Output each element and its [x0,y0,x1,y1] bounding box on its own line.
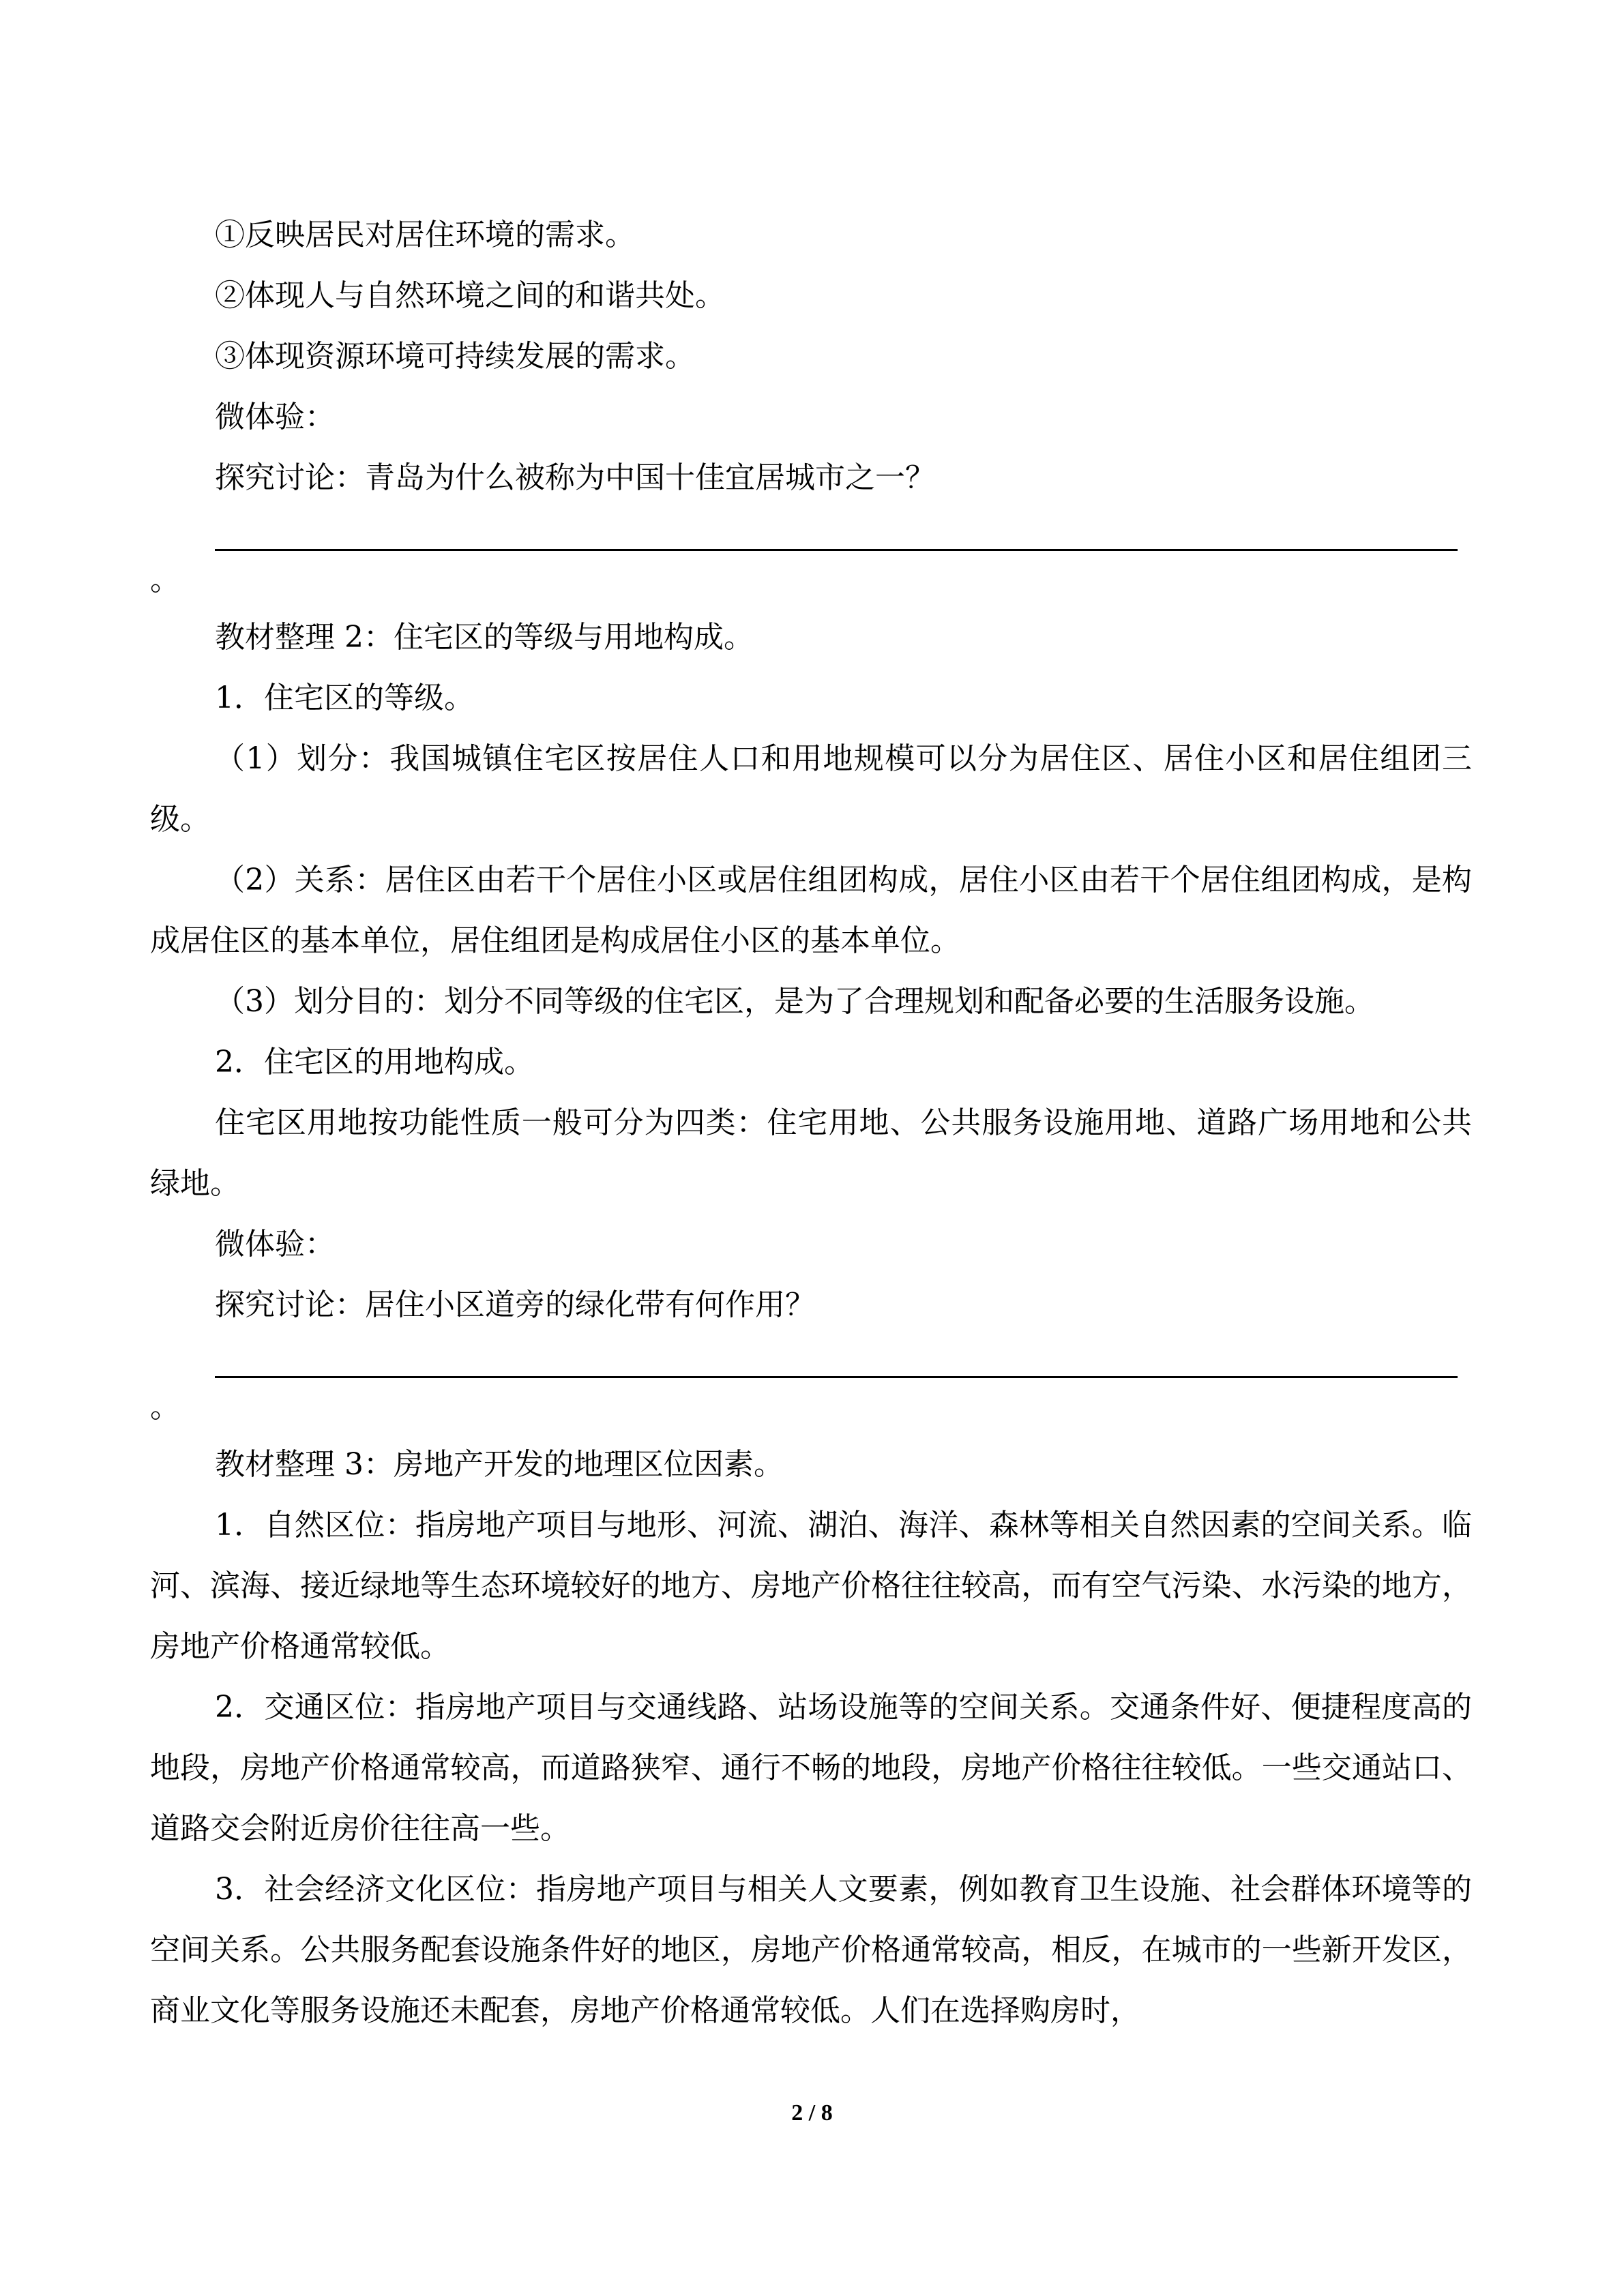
discussion-question-2: 探究讨论：居住小区道旁的绿化带有何作用？ [215,1287,815,1322]
section-2-point-1: 1．住宅区的等级。 [215,681,474,715]
page-content [150,205,1472,2041]
section-2-title: 教材整理 2：住宅区的等级与用地构成。 [215,620,754,655]
section-2-paragraph-4: 住宅区用地按功能性质一般可分为四类：住宅用地、公共服务设施用地、道路广场用地和公共绿地。 [150,1105,1472,1201]
answer-blank-line-1[interactable] [215,508,1458,551]
section-3-paragraph-1: 1．自然区位：指房地产项目与地形、河流、湖泊、海洋、森林等相关自然因素的空间关系。临河、滨海、接近绿地等生态环境较好的地方、房地产价格往往较高，而有空气污染、水污染的地方，房地产价格通常较低。 [150,1508,1472,1664]
answer-period-1: 。 [150,563,180,597]
answer-period-2: 。 [150,1390,180,1425]
page-number: 2 / 8 [791,2100,833,2126]
discussion-question-1: 探究讨论：青岛为什么被称为中国十佳宜居城市之一？ [215,460,935,495]
list-item-2: ②体现人与自然环境之间的和谐共处。 [215,278,725,313]
micro-experience-label-1: 微体验： [215,400,335,434]
section-2-paragraph-1: （1）划分：我国城镇住宅区按居住人口和用地规模可以分为居住区、居住小区和居住组团三级。 [150,741,1472,837]
list-item-1: ①反映居民对居住环境的需求。 [215,218,635,252]
section-3-paragraph-2: 2．交通区位：指房地产项目与交通线路、站场设施等的空间关系。交通条件好、便捷程度高的地段，房地产价格通常较高，而道路狭窄、通行不畅的地段，房地产价格往往较低。一些交通站口、道路交会附近房价往往高一些。 [150,1690,1472,1846]
section-2-paragraph-2: （2）关系：居住区由若干个居住小区或居住组团构成，居住小区由若干个居住组团构成，是构成居住区的基本单位，居住组团是构成居住小区的基本单位。 [150,863,1472,958]
section-2-point-2: 2．住宅区的用地构成。 [215,1045,534,1079]
answer-blank-line-2[interactable] [215,1335,1458,1378]
micro-experience-label-2: 微体验： [215,1227,335,1262]
section-2-paragraph-3: （3）划分目的：划分不同等级的住宅区，是为了合理规划和配备必要的生活服务设施。 [215,984,1374,1019]
section-3-title: 教材整理 3：房地产开发的地理区位因素。 [215,1447,784,1482]
section-3-paragraph-3: 3．社会经济文化区位：指房地产项目与相关人文要素，例如教育卫生设施、社会群体环境等的空间关系。公共服务配套设施条件好的地区，房地产价格通常较高，相反，在城市的一些新开发区，商业文化等服务设施还未配套，房地产价格通常较低。人们在选择购房时， [150,1872,1472,2028]
list-item-3: ③体现资源环境可持续发展的需求。 [215,339,695,374]
